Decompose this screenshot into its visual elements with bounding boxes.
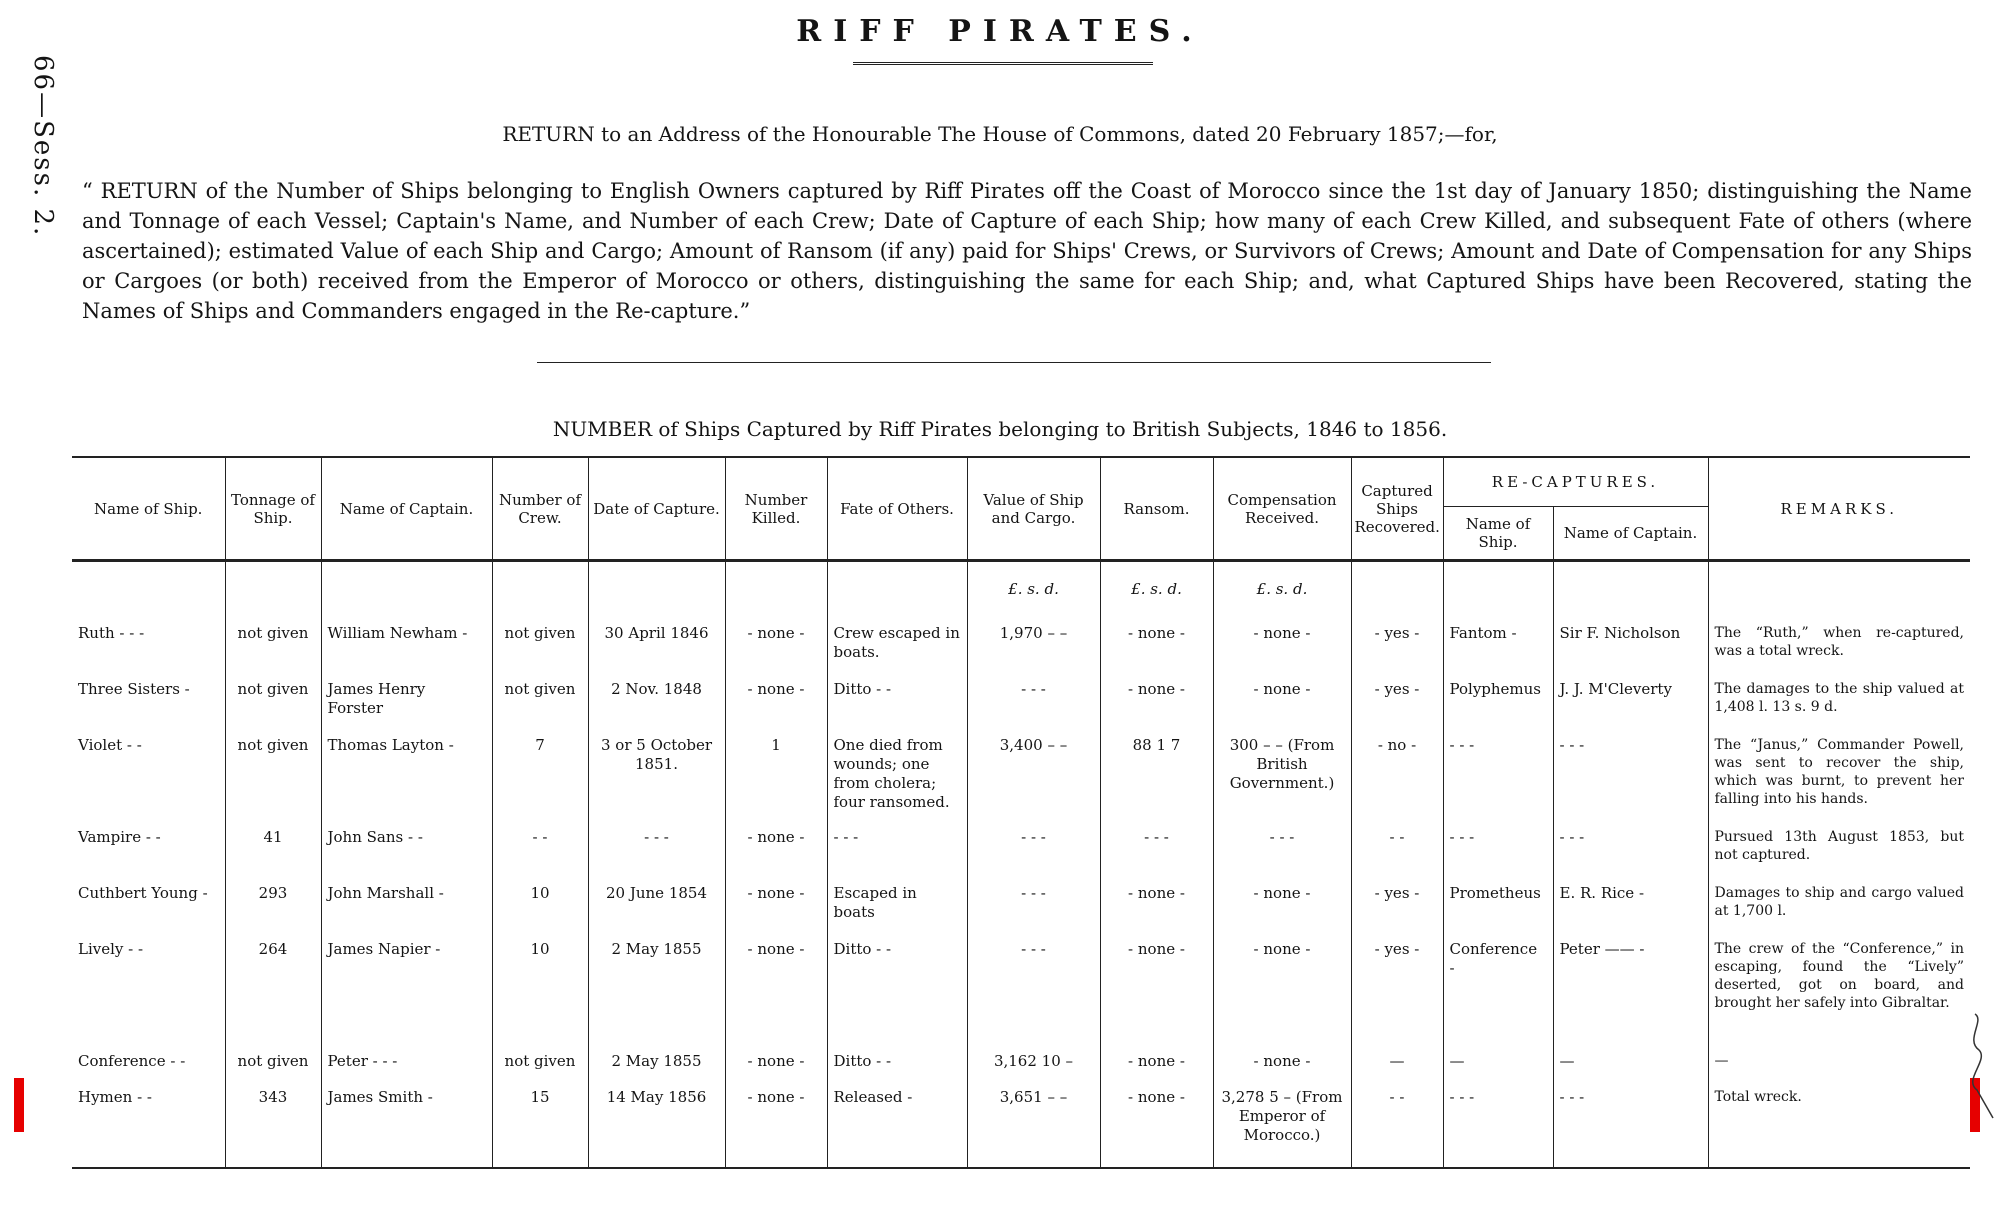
header-remarks: REMARKS. [1708, 457, 1970, 561]
tonnage-cell: 264 [225, 938, 321, 1050]
compensation-cell: 3,278 5 – (From Emperor of Morocco.) [1213, 1086, 1351, 1168]
recap-captain-cell: Sir F. Nicholson [1553, 622, 1708, 678]
ship-name-cell: Hymen - - [72, 1086, 225, 1168]
ransom-cell: - none - [1100, 1050, 1213, 1086]
header-recaptures: RE-CAPTURES. [1443, 457, 1708, 507]
value-cell: - - - [967, 678, 1100, 734]
killed-cell: - none - [725, 882, 827, 938]
highlight-marker-left [14, 1078, 24, 1132]
header-recovered: Captured Ships Recovered. [1351, 457, 1443, 561]
table-title: NUMBER of Ships Captured by Riff Pirates belonging to British Subjects, 1846 to 1856. [552, 417, 1448, 441]
date-cell: 20 June 1854 [588, 882, 725, 938]
ship-name-cell: Violet - - [78, 736, 142, 754]
ransom-cell: - none - [1100, 938, 1213, 1050]
killed-cell: - none - [725, 678, 827, 734]
header-crew: Number of Crew. [492, 457, 588, 561]
date-cell: 2 May 1855 [588, 1050, 725, 1086]
tonnage-cell: not given [225, 622, 321, 678]
captain-cell: William Newham - [321, 622, 492, 678]
crew-cell: 10 [492, 882, 588, 938]
ship-name-cell: Ruth - - - [78, 624, 145, 642]
value-cell: 3,651 – – [967, 1086, 1100, 1168]
recap-captain-cell: — [1553, 1050, 1708, 1086]
remarks-cell: The damages to the ship valued at 1,408 l. 13 s. 9 d. [1708, 678, 1970, 734]
header-tonnage: Tonnage of Ship. [225, 457, 321, 561]
fate-cell: Crew escaped in boats. [827, 622, 967, 678]
remarks-cell: Damages to ship and cargo valued at 1,700 l. [1708, 882, 1970, 938]
remarks-cell: The “Janus,” Commander Powell, was sent to recover the ship, which was burnt, to prevent her falling into his hands. [1708, 734, 1970, 826]
crew-cell: not given [492, 622, 588, 678]
killed-cell: - none - [725, 826, 827, 882]
units-row [72, 561, 1970, 623]
tonnage-cell: not given [225, 678, 321, 734]
ship-name-cell: Three Sisters - [78, 680, 190, 698]
header-killed: Number Killed. [725, 457, 827, 561]
recovered-cell: - no - [1351, 734, 1443, 826]
captain-cell: John Marshall - [321, 882, 492, 938]
header-ship-name: Name of Ship. [72, 457, 225, 561]
header-ransom: Ransom. [1100, 457, 1213, 561]
crew-cell: not given [492, 678, 588, 734]
compensation-cell: - none - [1213, 938, 1351, 1050]
pen-mark [1955, 1010, 1995, 1120]
remarks-cell: Total wreck. [1708, 1086, 1970, 1168]
table-row [72, 734, 1970, 826]
return-quote: “ RETURN of the Number of Ships belonging to English Owners captured by Riff Pirates off the Coast of Morocco since the 1st day of January 1850; distinguishing the Name and Tonnage of each Vessel; Captain's Name, and Number of each Crew; Date of Capture of each Ship; how many of each Crew Killed, and subsequent Fate of others (where ascertained); estimated Value of each Ship and Cargo; Amount of Ransom (if any) paid for Ships' Crews, or Survivors of Crews; Amount and Date of Compensation for any Ships or Cargoes (or both) received from the Emperor of Morocco or others, distinguishing the same for each Ship; and, what Captured Ships have been Recovered, stating the Names of Ships and Commanders engaged in the Re-capture.” [82, 179, 1972, 323]
compensation-units: £. s. d. [1213, 561, 1351, 623]
value-cell: - - - [967, 826, 1100, 882]
ransom-cell: - none - [1100, 882, 1213, 938]
header-fate: Fate of Others. [827, 457, 967, 561]
date-cell: 14 May 1856 [588, 1086, 725, 1168]
header-recap-ship: Name of Ship. [1443, 507, 1553, 561]
fate-cell: Escaped in boats [827, 882, 967, 938]
recovered-cell: - yes - [1351, 882, 1443, 938]
recap-ship-cell: Prometheus [1443, 882, 1553, 938]
date-cell: - - - [588, 826, 725, 882]
table-row [72, 678, 1970, 734]
table-row [72, 1050, 1970, 1086]
remarks-cell: — [1708, 1050, 1970, 1086]
ship-name-cell: Lively - - [78, 940, 144, 958]
crew-cell: 10 [492, 938, 588, 1050]
captain-cell: James Napier - [321, 938, 492, 1050]
date-cell: 2 Nov. 1848 [588, 678, 725, 734]
table-row [72, 622, 1970, 678]
fate-cell: Ditto - - [827, 678, 967, 734]
killed-cell: - none - [725, 622, 827, 678]
value-cell: - - - [967, 938, 1100, 1050]
captain-cell: John Sans - - [321, 826, 492, 882]
value-units: £. s. d. [967, 561, 1100, 623]
recap-captain-cell: Peter —— - [1553, 938, 1708, 1050]
page-title: RIFF PIRATES. [796, 14, 1204, 49]
value-cell: 3,162 10 – [967, 1050, 1100, 1086]
captain-cell: Peter - - - [321, 1050, 492, 1086]
ransom-units: £. s. d. [1100, 561, 1213, 623]
captain-cell: Thomas Layton - [321, 734, 492, 826]
recap-ship-cell: Conference - [1443, 938, 1553, 1050]
fate-cell: One died from wounds; one from cholera; four ransomed. [827, 734, 967, 826]
ransom-cell: 88 1 7 [1100, 734, 1213, 826]
recovered-cell: - - [1351, 826, 1443, 882]
header-date: Date of Capture. [588, 457, 725, 561]
crew-cell: - - [492, 826, 588, 882]
tonnage-cell: not given [225, 1050, 321, 1086]
header-compensation: Compensation Received. [1213, 457, 1351, 561]
killed-cell: - none - [725, 938, 827, 1050]
recovered-cell: - yes - [1351, 622, 1443, 678]
fate-cell: Ditto - - [827, 1050, 967, 1086]
value-cell: 3,400 – – [967, 734, 1100, 826]
compensation-cell: 300 – – (From British Government.) [1213, 734, 1351, 826]
value-cell: - - - [967, 882, 1100, 938]
divider-rule [537, 362, 1491, 363]
crew-cell: 7 [492, 734, 588, 826]
date-cell: 30 April 1846 [588, 622, 725, 678]
compensation-cell: - none - [1213, 678, 1351, 734]
captain-cell: James Henry Forster [321, 678, 492, 734]
remarks-cell: The “Ruth,” when re-captured, was a total wreck. [1708, 622, 1970, 678]
recap-ship-cell: - - - [1443, 1086, 1553, 1168]
captain-cell: James Smith - [321, 1086, 492, 1168]
ransom-cell: - - - [1100, 826, 1213, 882]
tonnage-cell: not given [225, 734, 321, 826]
ransom-cell: - none - [1100, 678, 1213, 734]
header-captain: Name of Captain. [321, 457, 492, 561]
compensation-cell: - none - [1213, 622, 1351, 678]
table-row [72, 1086, 1970, 1168]
ship-name-cell: Cuthbert Young - [78, 884, 208, 902]
tonnage-cell: 343 [225, 1086, 321, 1168]
recovered-cell: - - [1351, 1086, 1443, 1168]
fate-cell: - - - [827, 826, 967, 882]
table-row [72, 938, 1970, 1050]
tonnage-cell: 41 [225, 826, 321, 882]
recap-ship-cell: - - - [1443, 734, 1553, 826]
ships-table [72, 456, 1970, 1169]
ship-name-cell: Vampire - - [78, 828, 161, 846]
recovered-cell: - yes - [1351, 938, 1443, 1050]
table-row [72, 826, 1970, 882]
subtitle: RETURN to an Address of the Honourable The House of Commons, dated 20 February 1857;—for, [502, 122, 1498, 146]
compensation-cell: - none - [1213, 1050, 1351, 1086]
recap-captain-cell: - - - [1553, 734, 1708, 826]
crew-cell: 15 [492, 1086, 588, 1168]
ships-table-container [72, 456, 1970, 1158]
tonnage-cell: 293 [225, 882, 321, 938]
date-cell: 3 or 5 October 1851. [588, 734, 725, 826]
recap-ship-cell: Fantom - [1443, 622, 1553, 678]
ship-name-cell: Conference - - [78, 1052, 186, 1070]
compensation-cell: - - - [1213, 826, 1351, 882]
killed-cell: - none - [725, 1050, 827, 1086]
recap-captain-cell: - - - [1553, 1086, 1708, 1168]
ransom-cell: - none - [1100, 622, 1213, 678]
date-cell: 2 May 1855 [588, 938, 725, 1050]
recovered-cell: - yes - [1351, 678, 1443, 734]
recap-captain-cell: J. J. M'Cleverty [1553, 678, 1708, 734]
killed-cell: - none - [725, 1086, 827, 1168]
session-note: 66—Sess. 2. [28, 55, 58, 238]
table-row [72, 882, 1970, 938]
remarks-cell: Pursued 13th August 1853, but not captured. [1708, 826, 1970, 882]
header-value: Value of Ship and Cargo. [967, 457, 1100, 561]
ransom-cell: - none - [1100, 1086, 1213, 1168]
title-double-rule [853, 62, 1153, 65]
crew-cell: not given [492, 1050, 588, 1086]
recap-ship-cell: Polyphemus [1443, 678, 1553, 734]
header-recap-captain: Name of Captain. [1553, 507, 1708, 561]
recap-ship-cell: - - - [1443, 826, 1553, 882]
compensation-cell: - none - [1213, 882, 1351, 938]
killed-cell: 1 [725, 734, 827, 826]
recap-ship-cell: — [1443, 1050, 1553, 1086]
fate-cell: Ditto - - [827, 938, 967, 1050]
recovered-cell: — [1351, 1050, 1443, 1086]
value-cell: 1,970 – – [967, 622, 1100, 678]
recap-captain-cell: E. R. Rice - [1553, 882, 1708, 938]
remarks-cell: The crew of the “Conference,” in escaping, found the “Lively” deserted, got on board, and brought her safely into Gibraltar. [1708, 938, 1970, 1050]
recap-captain-cell: - - - [1553, 826, 1708, 882]
fate-cell: Released - [827, 1086, 967, 1168]
